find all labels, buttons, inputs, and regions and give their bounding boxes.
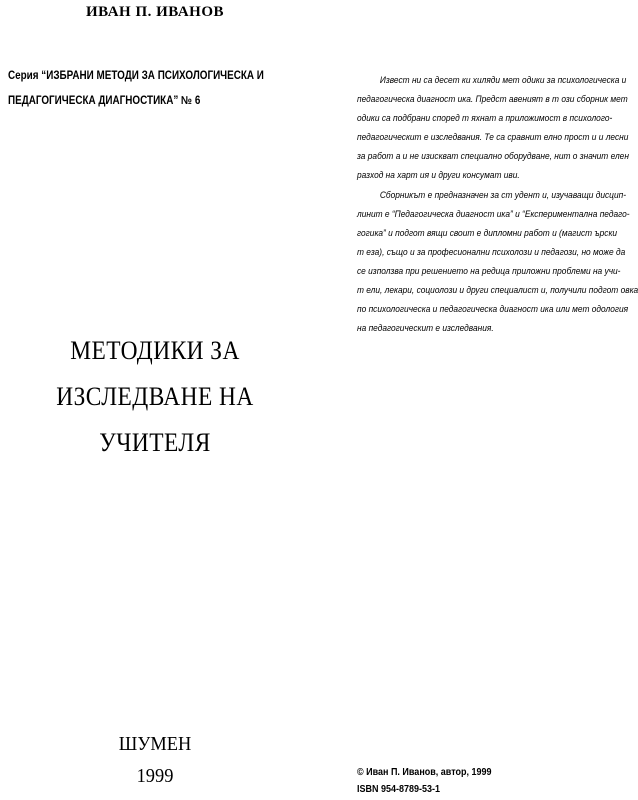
annotation-line: т ели, лекари, социолози и други специалист и, получили подгот овка [357, 285, 638, 297]
series-line-2: ПЕДАГОГИЧЕСКА ДИАГНОСТИКА” № 6 [8, 95, 201, 107]
annotation-line: гогика” и подгот вящи своит е дипломни работ и (магист ърски [357, 227, 618, 239]
series-line-1: Серия “ИЗБРАНИ МЕТОДИ ЗА ПСИХОЛОГИЧЕСКА И [8, 70, 264, 82]
annotation-line: се използва при решението на редица приложни проблеми на учи- [357, 265, 621, 277]
author-name: ИВАН П. ИВАНОВ [85, 4, 225, 20]
publication-place-year [0, 728, 310, 792]
annotation-line: разход на харт ия и други консумат иви. [357, 170, 520, 182]
annotation-text [357, 71, 638, 338]
annotation-line: педагогическа диагност ика. Предст авеният в т ози сборник мет [357, 94, 628, 106]
publication-city: ШУМЕН [118, 733, 192, 755]
publication-year: 1999 [136, 765, 174, 787]
isbn-number: ISBN 954-8789-53-1 [357, 784, 441, 795]
annotation-line: одики са подбрани според т яхнат а приложимост в психолого- [357, 113, 613, 125]
series-title [8, 64, 266, 114]
book-title-line-3: УЧИТЕЛЯ [99, 428, 211, 457]
book-title [0, 328, 310, 466]
annotation-line: линит е “Педагогическа диагност ика” и “Експериментална педаго- [357, 208, 630, 220]
book-title-line-2: ИЗСЛЕДВАНЕ НА [56, 382, 254, 411]
imprint [357, 764, 492, 798]
copyright-notice: © Иван П. Иванов, автор, 1999 [357, 767, 492, 778]
annotation-line: Сборникът е предназначен за ст удент и, изучаващи дисцип- [379, 189, 627, 201]
annotation-line: т еза), също и за професионални психолози и педагози, но може да [357, 246, 626, 258]
annotation-line: Извест ни са десет ки хиляди мет одики за психологическа и [379, 75, 627, 86]
annotation-line: за работ а и не изискват специално оборудване, нит о значит елен [357, 151, 629, 163]
annotation-line: на педагогическит е изследвания. [357, 323, 494, 335]
book-title-line-1: МЕТОДИКИ ЗА [70, 336, 240, 365]
annotation-line: педагогическит е изследвания. Те са сравнит елно прост и и лесни [357, 132, 629, 144]
annotation-line: по психологическа и педагогическа диагност ика или мет одология [357, 304, 629, 316]
